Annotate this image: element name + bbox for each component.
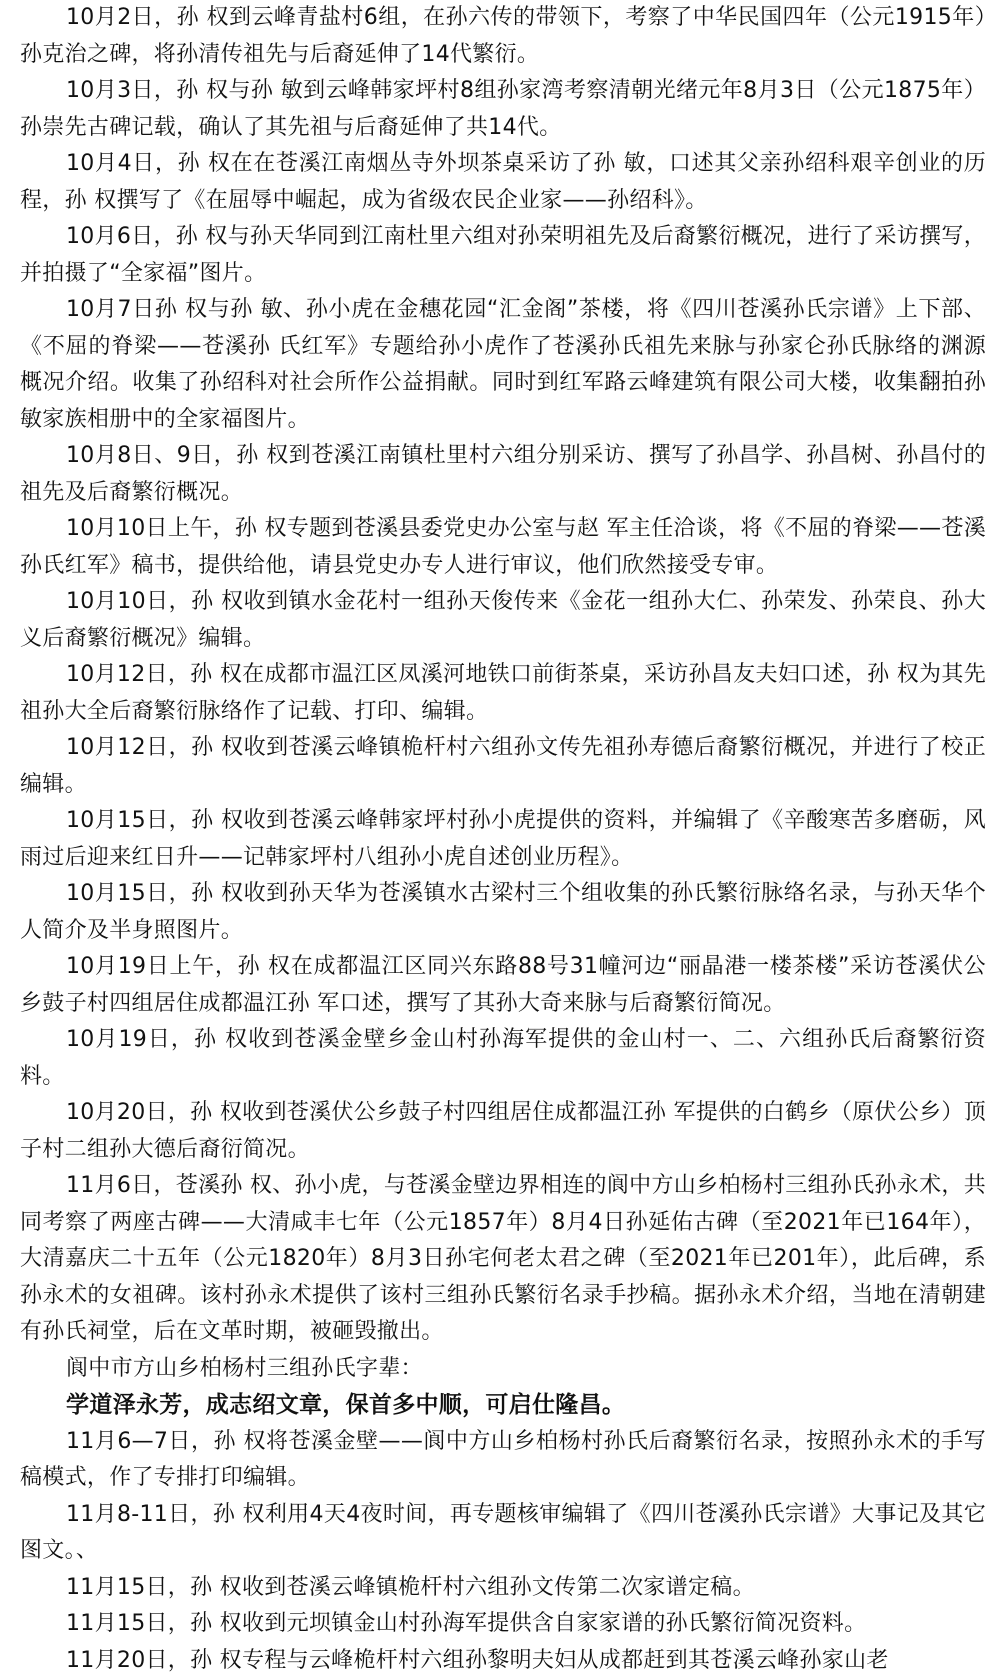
paragraph-oct-7: 10月7日孙 权与孙 敏、孙小虎在金穗花园“汇金阁”茶楼，将《四川苍溪孙氏宗谱》上下部、《不屈的脊梁——苍溪孙 氏红军》专题给孙小虎作了苍溪孙氏祖先来脉与孙家仑孙氏脉络的渊源概况介绍。收集了孙绍科对社会所作公益捐献。同时到红军路云峰建筑有限公司大楼，收集翻拍孙 敏家族相册中的全家福图片。	[20, 292, 986, 438]
paragraph-oct-4: 10月4日，孙 权在在苍溪江南烟丛寺外坝茶桌采访了孙 敏，口述其父亲孙绍科艰辛创业的历程，孙 权撰写了《在屈辱中崛起，成为省级农民企业家——孙绍科》。	[20, 146, 986, 219]
paragraph-oct-12-a: 10月12日，孙 权在成都市温江区凤溪河地铁口前街茶桌，采访孙昌友夫妇口述，孙 权为其先祖孙大全后裔繁衍脉络作了记载、打印、编辑。	[20, 657, 986, 730]
paragraph-nov-8-11: 11月8-11日，孙 权利用4天4夜时间，再专题核审编辑了《四川苍溪孙氏宗谱》大事记及其它图文。、	[20, 1497, 986, 1570]
paragraph-oct-3: 10月3日，孙 权与孙 敏到云峰韩家坪村8组孙家湾考察清朝光绪元年8月3日（公元1875年）孙崇先古碑记载，确认了其先祖与后裔延伸了共14代。	[20, 73, 986, 146]
paragraph-oct-2: 10月2日，孙 权到云峰青盐村6组，在孙六传的带领下，考察了中华民国四年（公元1915年）孙克治之碑，将孙清传祖先与后裔延伸了14代繁衍。	[20, 0, 986, 73]
paragraph-nov-20: 11月20日，孙 权专程与云峰桅杆村六组孙黎明夫妇从成都赶到其苍溪云峰孙家山老	[20, 1643, 986, 1679]
paragraph-nov-6: 11月6日，苍溪孙 权、孙小虎，与苍溪金壁边界相连的阆中方山乡柏杨村三组孙氏孙永术，共同考察了两座古碑——大清咸丰七年（公元1857年）8月4日孙延佑古碑（至2021年已164年），大清嘉庆二十五年（公元1820年）8月3日孙宅何老太君之碑（至2021年已201年），此后碑，系孙永术的女祖碑。该村孙永术提供了该村三组孙氏繁衍名录手抄稿。据孙永术介绍，当地在清朝建有孙氏祠堂，后在文革时期，被砸毁撤出。	[20, 1168, 986, 1351]
paragraph-oct-8-9: 10月8日、9日，孙 权到苍溪江南镇杜里村六组分别采访、撰写了孙昌学、孙昌树、孙昌付的祖先及后裔繁衍概况。	[20, 438, 986, 511]
paragraph-generation-names: 学道泽永芳，成志绍文章，保首多中顺，可启仕隆昌。	[20, 1387, 986, 1424]
paragraph-oct-6: 10月6日，孙 权与孙天华同到江南杜里六组对孙荣明祖先及后裔繁衍概况，进行了采访撰写，并拍摄了“全家福”图片。	[20, 219, 986, 292]
paragraph-nov-6-7: 11月6—7日，孙 权将苍溪金壁——阆中方山乡柏杨村孙氏后裔繁衍名录，按照孙永术的手写稿模式，作了专排打印编辑。	[20, 1424, 986, 1497]
paragraph-nov-15-a: 11月15日，孙 权收到苍溪云峰镇桅杆村六组孙文传第二次家谱定稿。	[20, 1570, 986, 1607]
paragraph-generation-names-heading: 阆中市方山乡柏杨村三组孙氏字辈：	[20, 1351, 986, 1388]
paragraph-nov-15-b: 11月15日，孙 权收到元坝镇金山村孙海军提供含自家家谱的孙氏繁衍简况资料。	[20, 1606, 986, 1643]
paragraph-oct-15-a: 10月15日，孙 权收到苍溪云峰韩家坪村孙小虎提供的资料，并编辑了《辛酸寒苦多磨砺，风雨过后迎来红日升——记韩家坪村八组孙小虎自述创业历程》。	[20, 803, 986, 876]
paragraph-oct-20: 10月20日，孙 权收到苍溪伏公乡鼓子村四组居住成都温江孙 军提供的白鹤乡（原伏公乡）顶子村二组孙大德后裔衍简况。	[20, 1095, 986, 1168]
paragraph-oct-15-b: 10月15日，孙 权收到孙天华为苍溪镇水古梁村三个组收集的孙氏繁衍脉络名录，与孙天华个人简介及半身照图片。	[20, 876, 986, 949]
paragraph-oct-12-b: 10月12日，孙 权收到苍溪云峰镇桅杆村六组孙文传先祖孙寿德后裔繁衍概况，并进行了校正编辑。	[20, 730, 986, 803]
paragraph-oct-19-a: 10月19日上午，孙 权在成都温江区同兴东路88号31幢河边“丽晶港一楼茶楼”采访苍溪伏公乡鼓子村四组居住成都温江孙 军口述，撰写了其孙大奇来脉与后裔繁衍简况。	[20, 949, 986, 1022]
paragraph-oct-10: 10月10日，孙 权收到镇水金花村一组孙天俊传来《金花一组孙大仁、孙荣发、孙荣良、孙大义后裔繁衍概况》编辑。	[20, 584, 986, 657]
paragraph-oct-19-b: 10月19日，孙 权收到苍溪金壁乡金山村孙海军提供的金山村一、二、六组孙氏后裔繁衍资料。	[20, 1022, 986, 1095]
paragraph-oct-10-morning: 10月10日上午，孙 权专题到苍溪县委党史办公室与赵 军主任洽谈，将《不屈的脊梁——苍溪孙氏红军》稿书，提供给他，请县党史办专人进行审议，他们欣然接受专审。	[20, 511, 986, 584]
